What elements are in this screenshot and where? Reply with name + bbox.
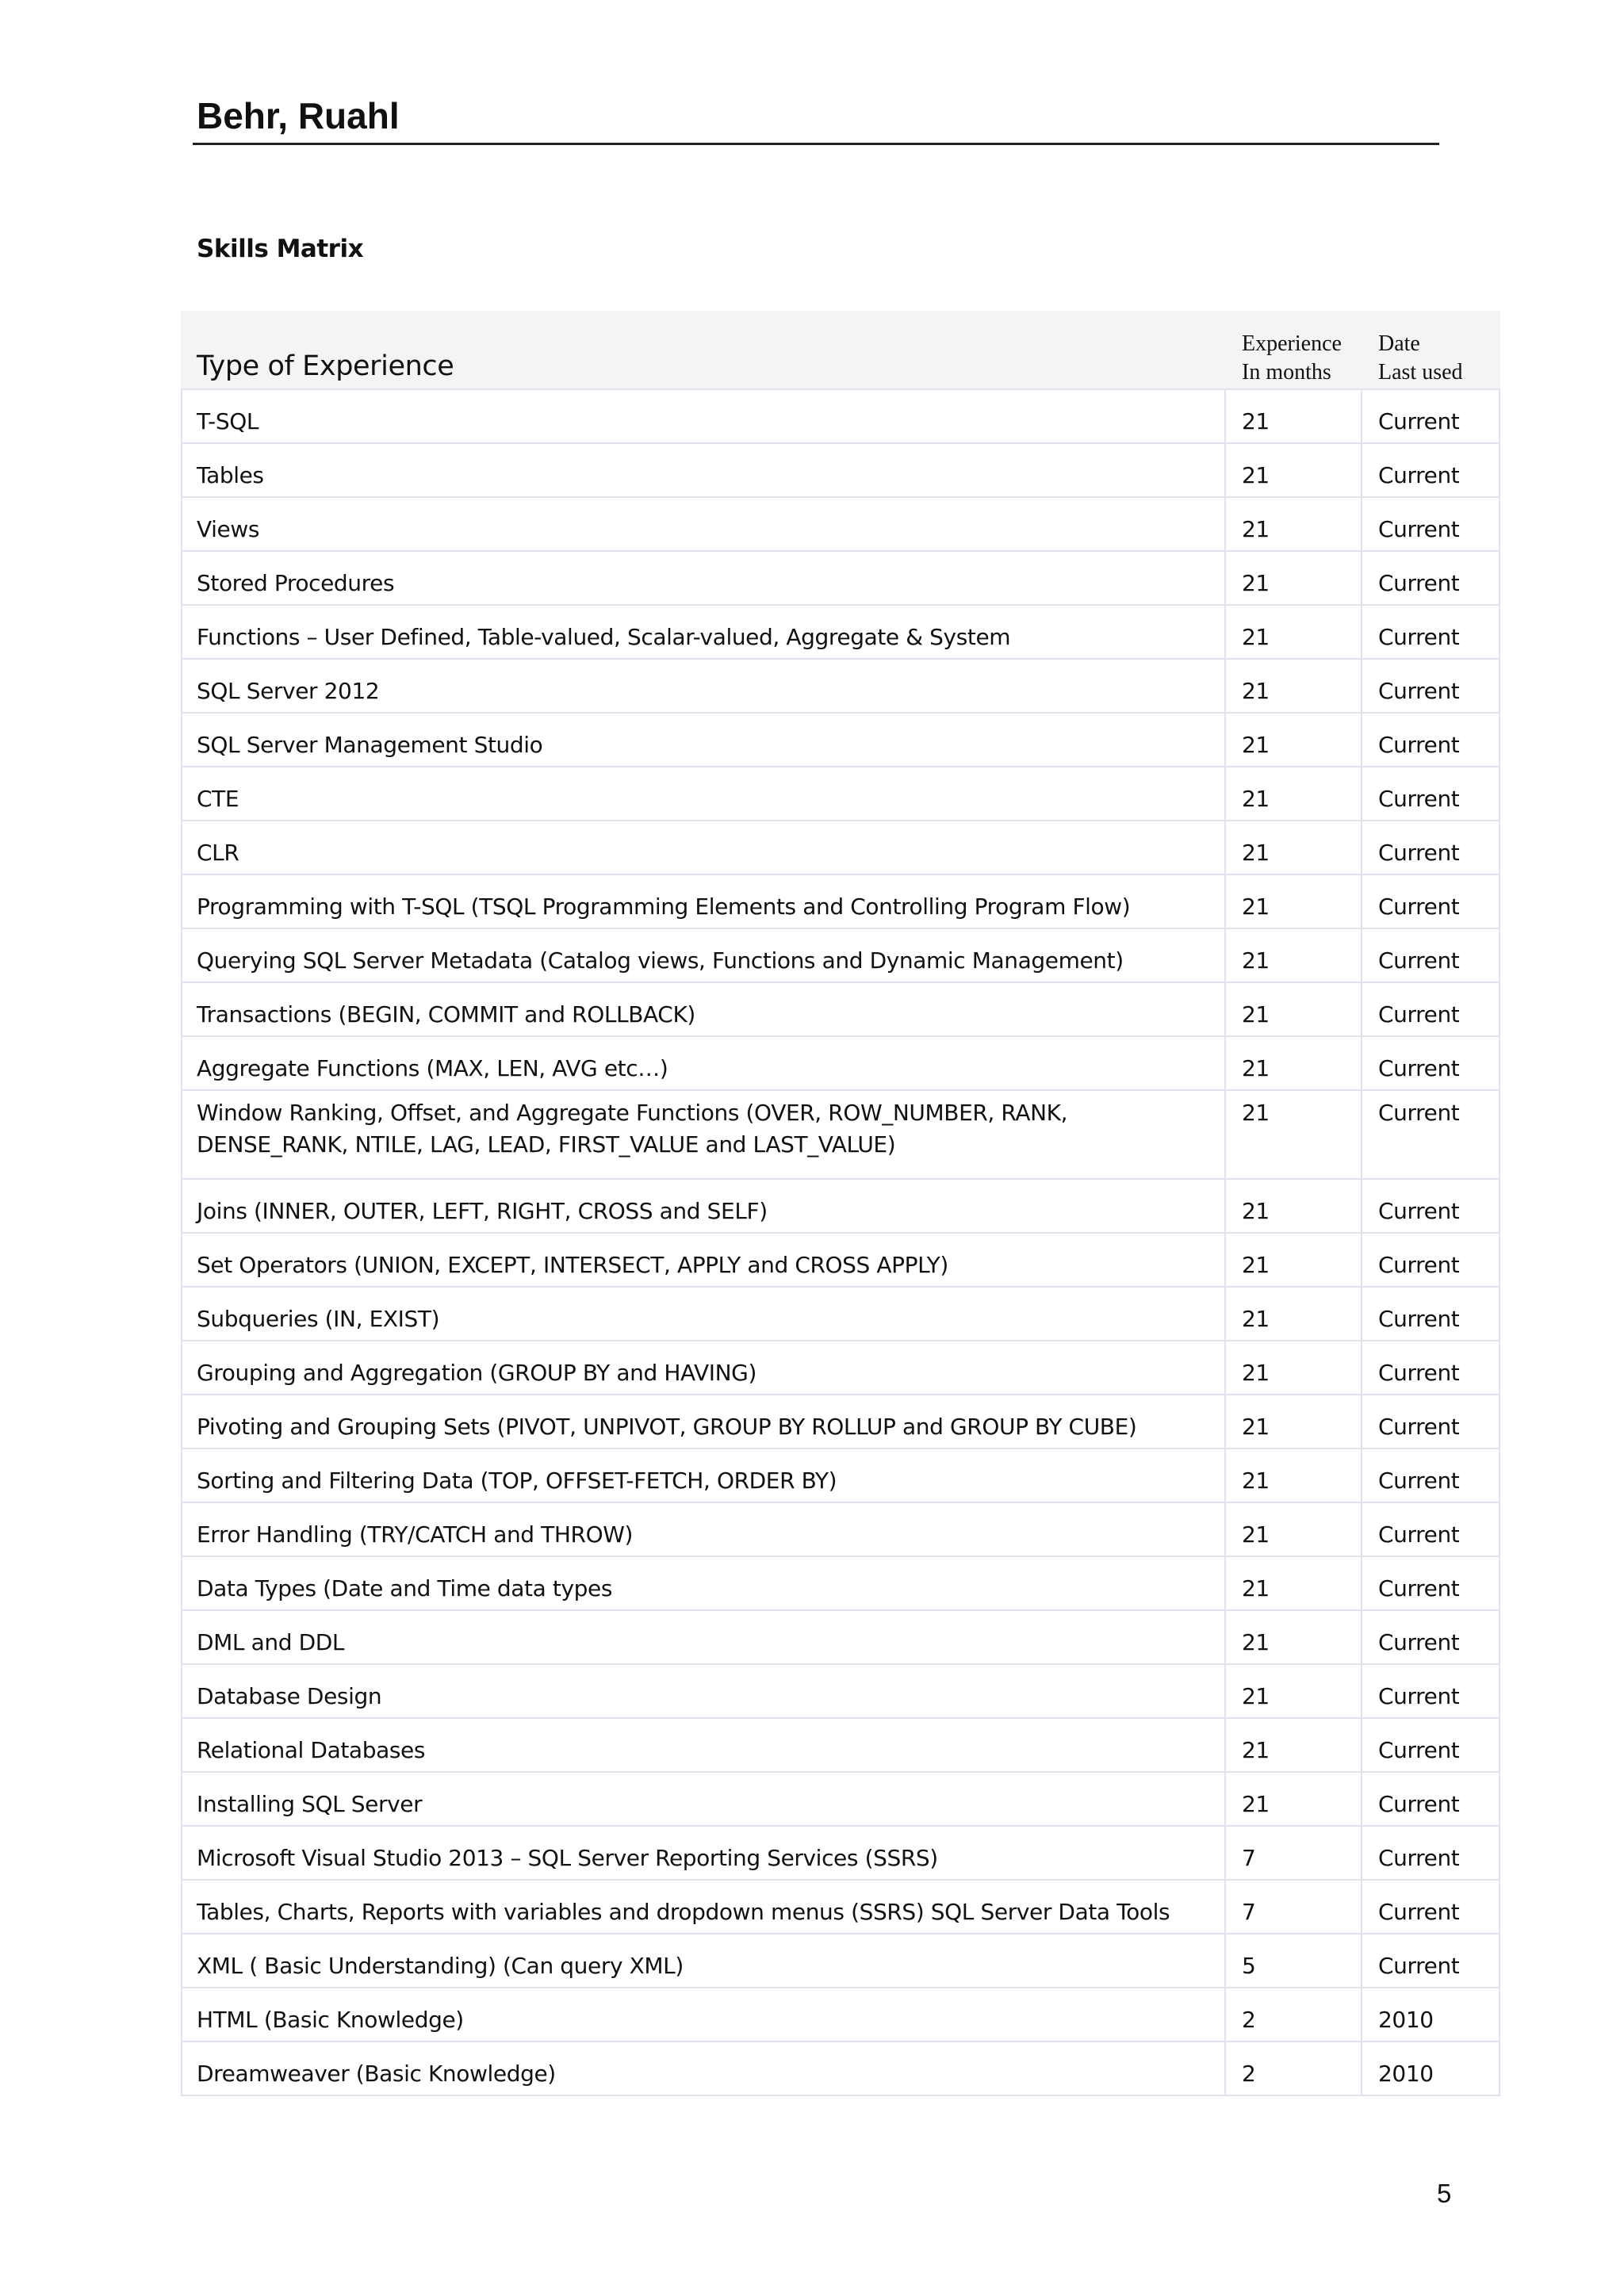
cell-experience-months: 21 — [1225, 767, 1362, 821]
experience-type-text-line2: DENSE_RANK, NTILE, LAG, LEAD, FIRST_VALUE and LAST_VALUE) — [197, 1131, 896, 1158]
header-date-line2: Last used — [1378, 360, 1463, 385]
table-row — [182, 1036, 1500, 1090]
cell-experience-months: 21 — [1225, 1772, 1362, 1826]
cell-experience-type — [182, 1341, 1225, 1395]
table-row — [182, 821, 1500, 874]
cell-experience-type — [182, 1880, 1225, 1934]
experience-type-text: T-SQL — [197, 408, 259, 434]
cell-experience-type — [182, 1718, 1225, 1772]
table-row — [182, 1772, 1500, 1826]
cell-experience-type — [182, 1036, 1225, 1090]
experience-type-text: Error Handling (TRY/CATCH and THROW) — [197, 1521, 634, 1548]
table-row — [182, 605, 1500, 659]
cell-date-last-used: Current — [1362, 1664, 1500, 1718]
header-rule — [193, 143, 1439, 145]
experience-type-text: Transactions (BEGIN, COMMIT and ROLLBACK) — [197, 1001, 695, 1027]
experience-type-text: CTE — [197, 786, 239, 812]
cell-date-last-used: Current — [1362, 1772, 1500, 1826]
cell-experience-type — [182, 659, 1225, 713]
table-row — [182, 1880, 1500, 1934]
table-row — [182, 1448, 1500, 1502]
table-row — [182, 551, 1500, 605]
header-date-line1: Date — [1378, 331, 1420, 356]
table-row — [182, 389, 1500, 443]
cell-experience-months: 21 — [1225, 982, 1362, 1036]
cell-date-last-used: Current — [1362, 1880, 1500, 1934]
cell-experience-months: 21 — [1225, 1718, 1362, 1772]
table-row — [182, 659, 1500, 713]
table-row — [182, 1395, 1500, 1448]
cell-experience-type — [182, 982, 1225, 1036]
experience-type-text: Pivoting and Grouping Sets (PIVOT, UNPIVOT, GROUP BY ROLLUP and GROUP BY CUBE) — [197, 1414, 1137, 1440]
cell-experience-months: 21 — [1225, 874, 1362, 928]
cell-date-last-used: Current — [1362, 1090, 1500, 1179]
cell-experience-months: 7 — [1225, 1880, 1362, 1934]
cell-experience-months: 7 — [1225, 1826, 1362, 1880]
table-row — [182, 874, 1500, 928]
cell-experience-months: 21 — [1225, 1610, 1362, 1664]
table-header-row — [182, 312, 1500, 389]
cell-experience-type — [182, 821, 1225, 874]
candidate-name: Behr, Ruahl — [197, 95, 400, 136]
cell-date-last-used: Current — [1362, 1036, 1500, 1090]
cell-experience-type — [182, 1610, 1225, 1664]
cell-date-last-used: Current — [1362, 605, 1500, 659]
cell-date-last-used: Current — [1362, 551, 1500, 605]
cell-experience-type — [182, 1233, 1225, 1287]
experience-type-text: Aggregate Functions (MAX, LEN, AVG etc…) — [197, 1055, 668, 1081]
cell-experience-type — [182, 1287, 1225, 1341]
experience-type-text: Relational Databases — [197, 1737, 426, 1763]
cell-experience-months: 21 — [1225, 1233, 1362, 1287]
cell-experience-type — [182, 1826, 1225, 1880]
cell-experience-type — [182, 1988, 1225, 2042]
cell-date-last-used: Current — [1362, 1179, 1500, 1233]
table-row — [182, 1826, 1500, 1880]
cell-experience-months: 21 — [1225, 605, 1362, 659]
cell-experience-months: 21 — [1225, 443, 1362, 497]
table-row — [182, 982, 1500, 1036]
cell-experience-type — [182, 1772, 1225, 1826]
cell-experience-months: 21 — [1225, 1664, 1362, 1718]
cell-experience-type — [182, 605, 1225, 659]
cell-date-last-used: Current — [1362, 1502, 1500, 1556]
cell-date-last-used: Current — [1362, 1934, 1500, 1988]
cell-experience-months: 21 — [1225, 497, 1362, 551]
table-row — [182, 1610, 1500, 1664]
cell-experience-months: 21 — [1225, 551, 1362, 605]
cell-experience-type — [182, 1448, 1225, 1502]
experience-type-text: Set Operators (UNION, EXCEPT, INTERSECT, APPLY and CROSS APPLY) — [197, 1252, 948, 1278]
experience-type-text: Subqueries (IN, EXIST) — [197, 1306, 440, 1332]
table-row — [182, 497, 1500, 551]
cell-date-last-used: Current — [1362, 1448, 1500, 1502]
experience-type-text: Installing SQL Server — [197, 1791, 423, 1817]
cell-experience-months: 2 — [1225, 2042, 1362, 2095]
cell-date-last-used: Current — [1362, 821, 1500, 874]
experience-type-text: Stored Procedures — [197, 570, 395, 596]
cell-experience-months: 2 — [1225, 1988, 1362, 2042]
experience-type-text: Tables, Charts, Reports with variables and dropdown menus (SSRS) SQL Server Data Tools — [197, 1899, 1170, 1925]
cell-experience-months: 21 — [1225, 1556, 1362, 1610]
header-type-of-experience: Type of Experience — [182, 312, 1225, 389]
cell-date-last-used: 2010 — [1362, 2042, 1500, 2095]
experience-type-text: DML and DDL — [197, 1629, 345, 1655]
table-row — [182, 1934, 1500, 1988]
cell-experience-months: 21 — [1225, 1341, 1362, 1395]
cell-date-last-used: Current — [1362, 1287, 1500, 1341]
cell-experience-type — [182, 928, 1225, 982]
cell-experience-type — [182, 1179, 1225, 1233]
cell-date-last-used: Current — [1362, 497, 1500, 551]
experience-type-text: Grouping and Aggregation (GROUP BY and HAVING) — [197, 1360, 756, 1386]
cell-experience-months: 21 — [1225, 1179, 1362, 1233]
experience-type-text: Views — [197, 516, 260, 542]
cell-experience-type — [182, 713, 1225, 767]
header-experience-months — [1225, 312, 1362, 389]
cell-date-last-used: Current — [1362, 874, 1500, 928]
cell-date-last-used: Current — [1362, 389, 1500, 443]
table-row — [182, 1664, 1500, 1718]
experience-type-text: SQL Server Management Studio — [197, 732, 543, 758]
experience-type-text: Sorting and Filtering Data (TOP, OFFSET-FETCH, ORDER BY) — [197, 1468, 837, 1494]
cell-date-last-used: Current — [1362, 982, 1500, 1036]
cell-date-last-used: Current — [1362, 767, 1500, 821]
experience-type-text: CLR — [197, 840, 239, 866]
cell-experience-months: 21 — [1225, 1090, 1362, 1179]
table-row — [182, 767, 1500, 821]
experience-type-text: Data Types (Date and Time data types — [197, 1575, 613, 1601]
skills-matrix-table — [181, 311, 1500, 2096]
experience-type-text: SQL Server 2012 — [197, 678, 380, 704]
cell-experience-type — [182, 874, 1225, 928]
cell-experience-type — [182, 1664, 1225, 1718]
table-row — [182, 928, 1500, 982]
cell-date-last-used: Current — [1362, 1395, 1500, 1448]
cell-experience-months: 21 — [1225, 821, 1362, 874]
table-row — [182, 1341, 1500, 1395]
table-row — [182, 1287, 1500, 1341]
cell-date-last-used: Current — [1362, 1341, 1500, 1395]
cell-experience-months: 21 — [1225, 659, 1362, 713]
experience-type-text: Microsoft Visual Studio 2013 – SQL Server Reporting Services (SSRS) — [197, 1845, 938, 1871]
cell-experience-months: 21 — [1225, 1448, 1362, 1502]
experience-type-text: Programming with T-SQL (TSQL Programming Elements and Controlling Program Flow) — [197, 894, 1131, 920]
table-row — [182, 1233, 1500, 1287]
experience-type-text: XML ( Basic Understanding) (Can query XML) — [197, 1953, 684, 1979]
cell-experience-type — [182, 551, 1225, 605]
table-row — [182, 1090, 1500, 1179]
cell-experience-months: 21 — [1225, 1502, 1362, 1556]
cell-experience-type — [182, 1502, 1225, 1556]
cell-experience-months: 21 — [1225, 928, 1362, 982]
cell-experience-type — [182, 2042, 1225, 2095]
experience-type-text: Window Ranking, Offset, and Aggregate Functions (OVER, ROW_NUMBER, RANK, — [197, 1100, 1068, 1126]
cell-date-last-used: Current — [1362, 1610, 1500, 1664]
cell-experience-months: 5 — [1225, 1934, 1362, 1988]
experience-type-text: Querying SQL Server Metadata (Catalog views, Functions and Dynamic Management) — [197, 947, 1124, 974]
cell-date-last-used: Current — [1362, 1233, 1500, 1287]
cell-experience-type — [182, 497, 1225, 551]
experience-type-text: Database Design — [197, 1683, 382, 1709]
cell-date-last-used: 2010 — [1362, 1988, 1500, 2042]
table-row — [182, 1718, 1500, 1772]
table-row — [182, 443, 1500, 497]
cell-experience-months: 21 — [1225, 389, 1362, 443]
cell-date-last-used: Current — [1362, 713, 1500, 767]
table-row — [182, 1556, 1500, 1610]
cell-experience-months: 21 — [1225, 1395, 1362, 1448]
cell-experience-type — [182, 443, 1225, 497]
cell-experience-months: 21 — [1225, 713, 1362, 767]
experience-type-text: Functions – User Defined, Table-valued, Scalar-valued, Aggregate & System — [197, 624, 1011, 650]
cell-experience-months: 21 — [1225, 1036, 1362, 1090]
table-row — [182, 713, 1500, 767]
experience-type-text: Tables — [197, 462, 264, 488]
table-row — [182, 2042, 1500, 2095]
table-row — [182, 1988, 1500, 2042]
cell-experience-type — [182, 1934, 1225, 1988]
cell-date-last-used: Current — [1362, 443, 1500, 497]
experience-type-text: Joins (INNER, OUTER, LEFT, RIGHT, CROSS and SELF) — [197, 1198, 768, 1224]
cell-experience-type — [182, 767, 1225, 821]
header-date-last-used — [1362, 312, 1500, 389]
cell-date-last-used: Current — [1362, 928, 1500, 982]
experience-type-text: HTML (Basic Knowledge) — [197, 2007, 464, 2033]
skills-matrix-body — [182, 389, 1500, 2095]
table-row — [182, 1502, 1500, 1556]
section-title: Skills Matrix — [197, 235, 364, 263]
table-row — [182, 1179, 1500, 1233]
cell-experience-type — [182, 389, 1225, 443]
cell-experience-type — [182, 1556, 1225, 1610]
cell-experience-months: 21 — [1225, 1287, 1362, 1341]
page-number: 5 — [1437, 2179, 1452, 2208]
experience-type-text: Dreamweaver (Basic Knowledge) — [197, 2061, 556, 2087]
cell-date-last-used: Current — [1362, 1718, 1500, 1772]
cell-date-last-used: Current — [1362, 1826, 1500, 1880]
cell-experience-type — [182, 1090, 1225, 1179]
cell-experience-type — [182, 1395, 1225, 1448]
header-experience-line2: In months — [1242, 360, 1331, 385]
cell-date-last-used: Current — [1362, 1556, 1500, 1610]
header-experience-line1: Experience — [1242, 331, 1342, 356]
cell-date-last-used: Current — [1362, 659, 1500, 713]
